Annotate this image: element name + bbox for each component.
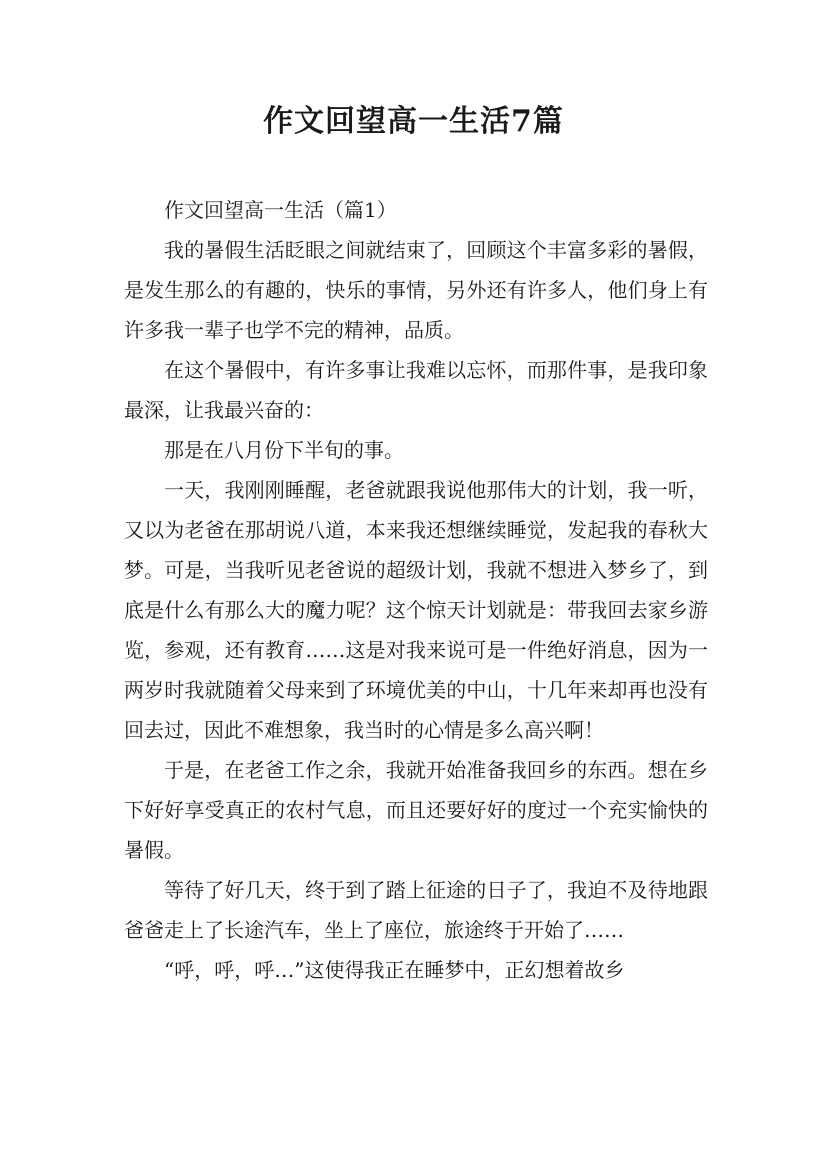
paragraph: 一天，我刚刚睡醒，老爸就跟我说他那伟大的计划，我一听，又以为老爸在那胡说八道，本来我还想继续睡觉，发起我的春秋大梦。可是，当我听见老爸说的超级计划，我就不想进入梦乡了，到底是什么有那么大的魔力呢？这个惊天计划就是：带我回去家乡游览，参观，还有教育……这是对我来说可是一件绝好消息，因为一两岁时我就随着父母来到了环境优美的中山，十几年来却再也没有回去过，因此不难想象，我当时的心情是多么高兴啊！ (124, 478, 708, 742)
paragraph: “呼，呼，呼…”这使得我正在睡梦中，正幻想着故乡 (164, 958, 625, 982)
paragraph: 于是，在老爸工作之余，我就开始准备我回乡的东西。想在乡下好好享受真正的农村气息，而且还要好好的度过一个充实愉快的暑假。 (124, 758, 708, 862)
document-body (124, 190, 708, 990)
paragraph: 我的暑假生活眨眼之间就结束了，回顾这个丰富多彩的暑假，是发生那么的有趣的，快乐的事情，另外还有许多人，他们身上有许多我一辈子也学不完的精神，品质。 (124, 238, 708, 342)
document-title: 作文回望高一生活7篇 (263, 104, 564, 139)
section-heading: 作文回望高一生活（篇1） (164, 198, 397, 222)
paragraph: 那是在八月份下半旬的事。 (164, 438, 404, 462)
paragraph: 等待了好几天，终于到了踏上征途的日子了，我迫不及待地跟爸爸走上了长途汽车，坐上了座位，旅途终于开始了…… (124, 878, 708, 942)
paragraph: 在这个暑假中，有许多事让我难以忘怀，而那件事，是我印象最深，让我最兴奋的： (124, 358, 708, 422)
